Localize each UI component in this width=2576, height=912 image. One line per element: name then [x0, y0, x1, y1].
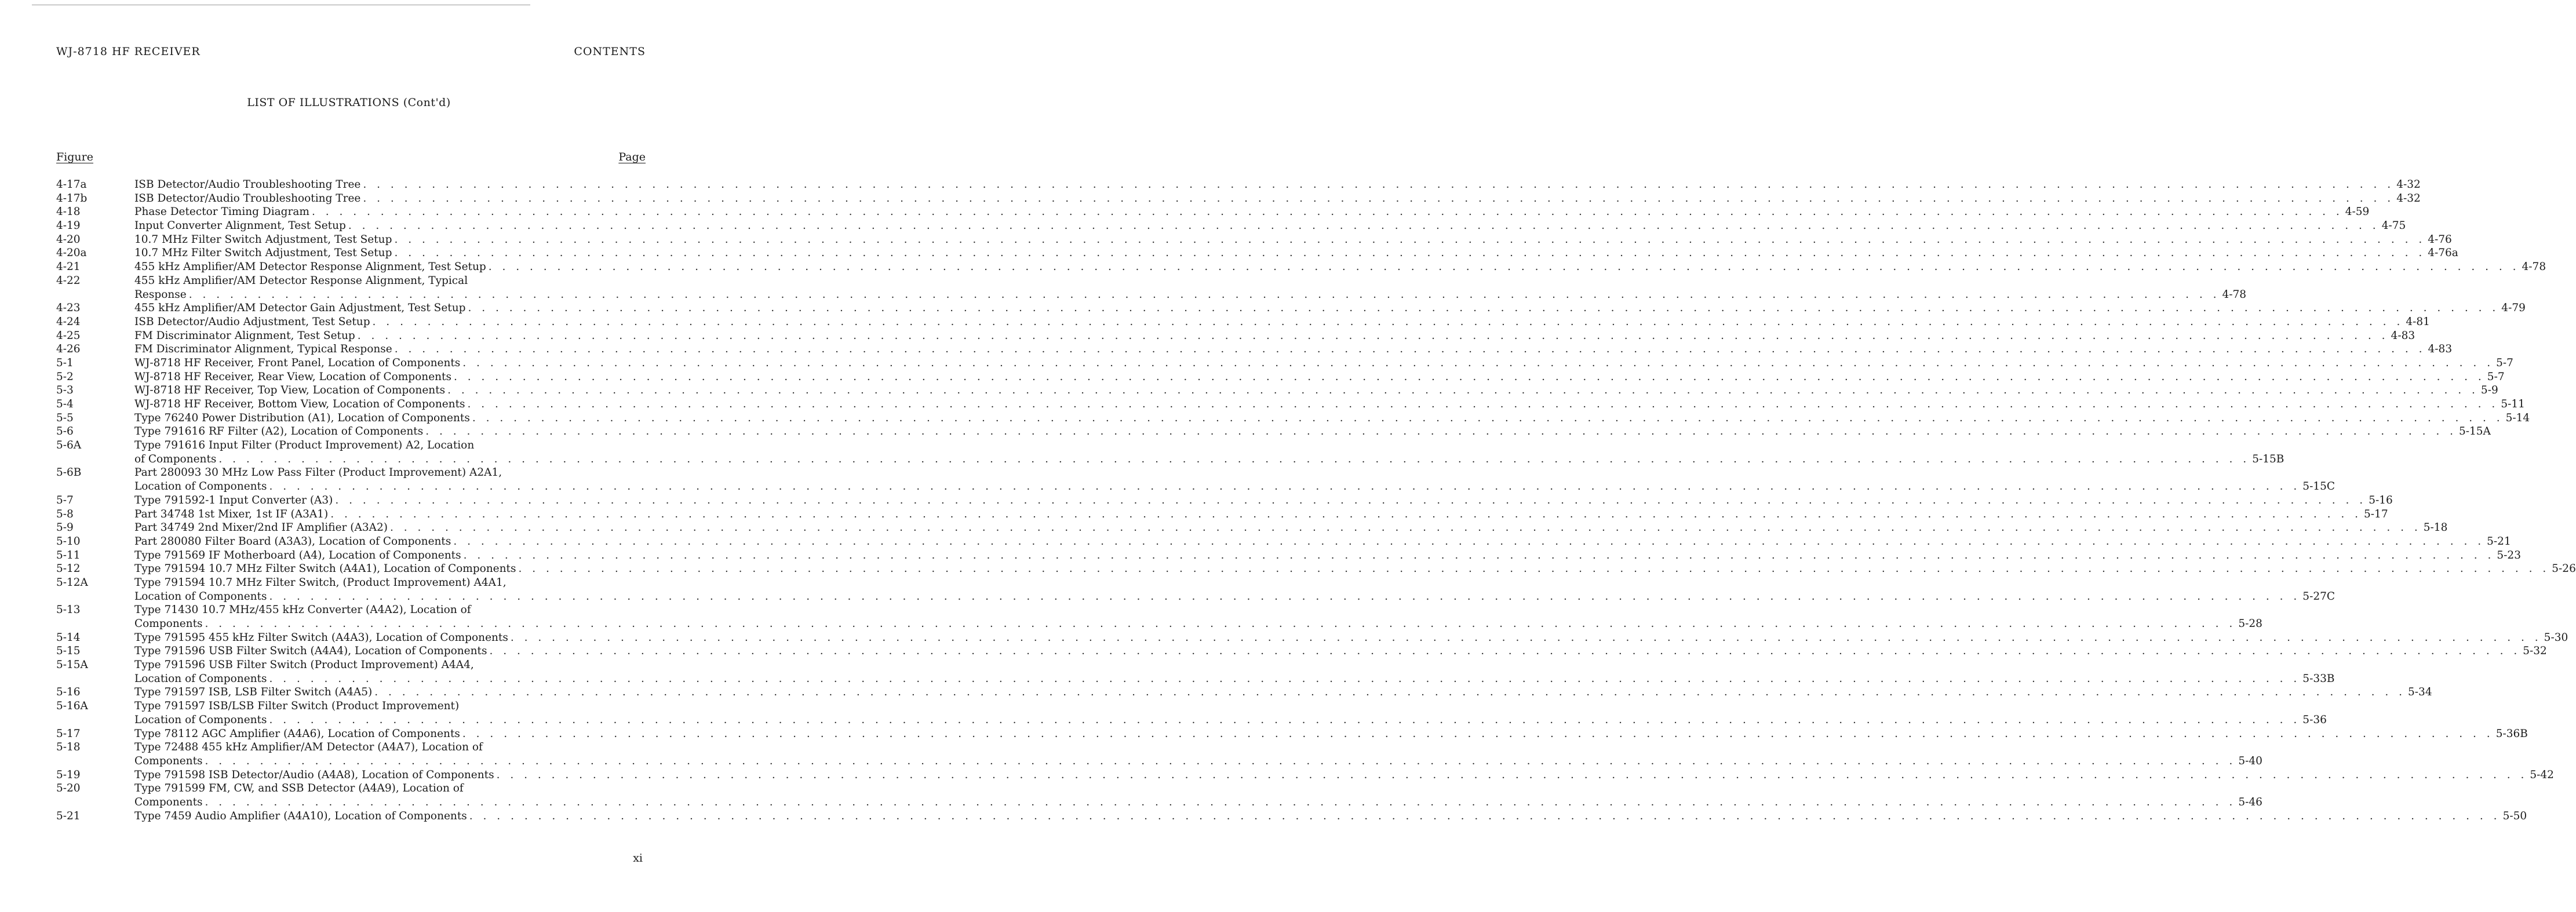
- figure-number: 4-21: [56, 261, 81, 273]
- figure-number: 5-7: [56, 494, 74, 506]
- figure-number: 5-6A: [56, 439, 82, 452]
- entry-line: [56, 740, 646, 754]
- page-ref: 5-23: [2497, 549, 2521, 561]
- dot-leader: [358, 329, 2389, 343]
- dot-leader: [425, 425, 2457, 439]
- figure-title: Components: [134, 618, 203, 630]
- list-item: [56, 301, 2526, 315]
- entry-line: [56, 631, 2568, 645]
- figure-number: 5-12: [56, 563, 81, 575]
- page-ref: 4-83: [2391, 329, 2415, 342]
- entry-line: [56, 809, 2527, 823]
- list-item: [56, 342, 2453, 356]
- list-item: [56, 508, 2388, 521]
- list-item: [56, 246, 2458, 260]
- figure-number: 5-3: [56, 384, 74, 397]
- figure-title: ISB Detector/Audio Adjustment, Test Setup: [134, 315, 370, 328]
- list-item: [56, 384, 2498, 397]
- page-ref: 5-36: [2302, 713, 2327, 726]
- dot-leader: [453, 535, 2484, 549]
- page-ref: 5-36B: [2495, 727, 2528, 740]
- page-ref: 5-18: [2423, 521, 2448, 534]
- figure-title: Response: [134, 288, 187, 301]
- list-item: [56, 205, 2370, 219]
- list-item: [56, 466, 2335, 493]
- dot-leader: [518, 562, 2549, 576]
- entry-line: [56, 685, 2432, 699]
- figure-number: 4-18: [56, 206, 81, 218]
- list-item: [56, 576, 2335, 603]
- figure-title: WJ-8718 HF Receiver, Bottom View, Location of Components: [134, 398, 465, 410]
- figure-number: 4-26: [56, 343, 81, 356]
- dot-leader: [497, 768, 2528, 782]
- dot-leader: [348, 219, 2380, 233]
- page-ref: 4-32: [2396, 178, 2421, 191]
- column-header-page: Page: [618, 151, 646, 163]
- figure-number: 5-5: [56, 411, 74, 424]
- entry-line: [56, 727, 2528, 741]
- figure-title: WJ-8718 HF Receiver, Front Panel, Location of Components: [134, 356, 461, 369]
- entry-line: [56, 549, 2521, 563]
- list-item: [56, 658, 2335, 685]
- list-item: [56, 411, 2530, 425]
- figure-title: Components: [134, 796, 203, 808]
- list-item: [56, 685, 2432, 699]
- figure-number: 4-17b: [56, 192, 88, 205]
- entry-line: [56, 329, 2415, 343]
- list-item: [56, 260, 2546, 274]
- figure-title: Type 71430 10.7 MHz/455 kHz Converter (A4A2), Location of: [134, 604, 471, 616]
- list-item: [56, 274, 2247, 301]
- page-ref: 5-7: [2496, 356, 2513, 369]
- dot-leader: [395, 342, 2426, 356]
- figure-title: Type 78112 AGC Amplifier (A4A6), Location of Components: [134, 727, 460, 740]
- figure-number: 5-11: [56, 549, 81, 561]
- figure-title: Input Converter Alignment, Test Setup: [134, 220, 346, 232]
- page-ref: 5-11: [2501, 398, 2525, 410]
- figure-number: 5-17: [56, 727, 81, 740]
- figure-number: 5-12A: [56, 576, 88, 589]
- figure-number: 5-15: [56, 645, 81, 658]
- figure-title: 455 kHz Amplifier/AM Detector Gain Adjustment, Test Setup: [134, 302, 466, 315]
- page-ref: 5-15C: [2302, 480, 2335, 493]
- page-ref: 4-81: [2406, 315, 2430, 328]
- dot-leader: [472, 411, 2504, 425]
- dot-leader: [363, 192, 2394, 206]
- figure-title: 455 kHz Amplifier/AM Detector Response Alignment, Typical: [134, 274, 468, 287]
- figure-number: 5-13: [56, 604, 81, 616]
- page-ref: 5-21: [2487, 535, 2511, 548]
- figure-title: Type 791569 IF Motherboard (A4), Location of Components: [134, 549, 461, 561]
- list-item: [56, 699, 2327, 727]
- page-ref: 5-17: [2364, 508, 2388, 520]
- illustrations-list: [56, 178, 2576, 823]
- page-ref: 5-32: [2523, 645, 2547, 658]
- dot-leader: [374, 685, 2406, 699]
- figure-title: Type 791595 455 kHz Filter Switch (A4A3), Location of Components: [134, 631, 508, 644]
- list-item: [56, 562, 2576, 576]
- dot-leader: [205, 796, 2236, 809]
- entry-line: [56, 219, 2406, 233]
- page-ref: 5-40: [2238, 754, 2262, 767]
- entry-line: [56, 246, 2458, 260]
- running-header-section: CONTENTS: [574, 45, 646, 58]
- figure-number: 5-14: [56, 631, 81, 644]
- dot-leader: [205, 754, 2236, 768]
- figure-number: 5-16: [56, 686, 81, 699]
- figure-title: WJ-8718 HF Receiver, Rear View, Location of Components: [134, 370, 451, 383]
- figure-title: Type 791596 USB Filter Switch (A4A4), Location of Components: [134, 645, 487, 658]
- dot-leader: [489, 260, 2520, 274]
- dot-leader: [373, 315, 2404, 329]
- entry-line: [56, 370, 2505, 384]
- figure-number: 4-23: [56, 302, 81, 315]
- figure-number: 5-16A: [56, 700, 88, 713]
- figure-title: 10.7 MHz Filter Switch Adjustment, Test Setup: [134, 247, 392, 260]
- entry-line: [56, 699, 646, 713]
- figure-title: Type 791594 10.7 MHz Filter Switch, (Product Improvement) A4A1,: [134, 576, 507, 589]
- dot-leader: [468, 301, 2500, 315]
- entry-line: [56, 562, 2576, 576]
- page-ref: 5-50: [2502, 809, 2527, 822]
- page-ref: 5-27C: [2302, 590, 2335, 603]
- dot-leader: [390, 521, 2421, 535]
- figure-title: Part 280093 30 MHz Low Pass Filter (Product Improvement) A2A1,: [134, 466, 502, 479]
- figure-number: 5-21: [56, 809, 81, 822]
- list-item: [56, 315, 2430, 329]
- list-item: [56, 768, 2554, 782]
- figure-title: Phase Detector Timing Diagram: [134, 206, 309, 218]
- entry-line: [56, 301, 2526, 315]
- figure-title: WJ-8718 HF Receiver, Top View, Location of Components: [134, 384, 446, 397]
- figure-number: 4-25: [56, 329, 81, 342]
- entry-line: [56, 521, 2448, 535]
- list-item: [56, 603, 2262, 630]
- figure-title: Type 791616 Input Filter (Product Improvement) A2, Location: [134, 439, 475, 452]
- figure-number: 5-19: [56, 768, 81, 781]
- dot-leader: [218, 453, 2250, 466]
- entry-line: [56, 713, 2327, 727]
- page-ref: 4-78: [2522, 261, 2546, 273]
- figure-title: Type 791598 ISB Detector/Audio (A4A8), Location of Components: [134, 768, 494, 781]
- list-item: [56, 782, 2262, 809]
- figure-title: Type 76240 Power Distribution (A1), Location of Components: [134, 411, 470, 424]
- figure-title: ISB Detector/Audio Troubleshooting Tree: [134, 192, 361, 205]
- figure-number: 5-10: [56, 535, 81, 548]
- page-title: LIST OF ILLUSTRATIONS (Cont'd): [247, 96, 451, 109]
- entry-line: [56, 425, 2491, 439]
- entry-line: [56, 274, 646, 288]
- list-item: [56, 549, 2521, 563]
- entry-line: [56, 590, 2335, 604]
- list-item: [56, 178, 2421, 192]
- figure-title: Location of Components: [134, 672, 267, 685]
- list-item: [56, 356, 2513, 370]
- dot-leader: [335, 494, 2366, 508]
- dot-leader: [205, 617, 2236, 631]
- figure-number: 4-20: [56, 233, 81, 246]
- figure-number: 5-18: [56, 741, 81, 754]
- figure-title: ISB Detector/Audio Troubleshooting Tree: [134, 178, 361, 191]
- list-item: [56, 192, 2421, 206]
- figure-number: 4-20a: [56, 247, 87, 260]
- figure-title: 455 kHz Amplifier/AM Detector Response Alignment, Test Setup: [134, 261, 486, 273]
- dot-leader: [269, 590, 2301, 604]
- page-ref: 4-78: [2222, 288, 2247, 301]
- list-item: [56, 439, 2284, 466]
- dot-leader: [447, 384, 2479, 397]
- entry-line: [56, 453, 2284, 466]
- figure-number: 4-17a: [56, 178, 87, 191]
- entry-line: [56, 192, 2421, 206]
- figure-title: of Components: [134, 453, 217, 465]
- page-ref: 5-16: [2369, 494, 2393, 506]
- dot-leader: [330, 508, 2362, 521]
- figure-title: Type 791597 ISB/LSB Filter Switch (Product Improvement): [134, 700, 460, 713]
- figure-number: 4-19: [56, 220, 81, 232]
- figure-title: Location of Components: [134, 590, 267, 603]
- figure-number: 5-2: [56, 370, 74, 383]
- dot-leader: [462, 727, 2494, 741]
- figure-number: 5-15A: [56, 659, 88, 672]
- list-item: [56, 521, 2448, 535]
- entry-line: [56, 796, 2262, 809]
- figure-number: 5-8: [56, 508, 74, 520]
- page-ref: 4-79: [2501, 302, 2526, 315]
- entry-line: [56, 178, 2421, 192]
- figure-title: Type 791594 10.7 MHz Filter Switch (A4A1), Location of Components: [134, 563, 516, 575]
- dot-leader: [312, 205, 2343, 219]
- entry-line: [56, 480, 2335, 494]
- dot-leader: [468, 397, 2499, 411]
- figure-title: Type 72488 455 kHz Amplifier/AM Detector (A4A7), Location of: [134, 741, 483, 754]
- figure-number: 5-6B: [56, 466, 82, 479]
- figure-title: Part 280080 Filter Board (A3A3), Location of Components: [134, 535, 451, 548]
- entry-line: [56, 576, 646, 590]
- figure-number: 4-24: [56, 315, 81, 328]
- entry-line: [56, 356, 2513, 370]
- page-ref: 4-59: [2345, 206, 2370, 218]
- figure-title: Part 34749 2nd Mixer/2nd IF Amplifier (A3A2): [134, 521, 388, 534]
- figure-title: Type 791616 RF Filter (A2), Location of Components: [134, 425, 424, 438]
- figure-title: Type 791597 ISB, LSB Filter Switch (A4A5): [134, 686, 373, 699]
- list-item: [56, 329, 2415, 343]
- page-ref: 5-15B: [2252, 453, 2284, 465]
- entry-line: [56, 617, 2262, 631]
- page-ref: 5-26: [2552, 563, 2576, 575]
- figure-title: Part 34748 1st Mixer, 1st IF (A3A1): [134, 508, 329, 520]
- dot-leader: [189, 288, 2220, 302]
- list-item: [56, 233, 2452, 247]
- page-ref: 5-34: [2408, 686, 2432, 699]
- dot-leader: [511, 631, 2542, 645]
- running-header-title: WJ-8718 HF RECEIVER: [56, 45, 201, 58]
- list-item: [56, 809, 2527, 823]
- page-ref: 5-30: [2544, 631, 2568, 644]
- dot-leader: [464, 549, 2495, 563]
- page-ref: 5-9: [2480, 384, 2498, 397]
- figure-number: 5-1: [56, 356, 74, 369]
- dot-leader: [394, 233, 2425, 247]
- figure-title: Type 791592-1 Input Converter (A3): [134, 494, 333, 506]
- figure-number: 5-20: [56, 782, 81, 795]
- list-item: [56, 370, 2505, 384]
- figure-number: 5-9: [56, 521, 74, 534]
- page-ref: 4-76a: [2428, 247, 2458, 260]
- dot-leader: [269, 713, 2301, 727]
- dot-leader: [454, 370, 2485, 384]
- figure-title: FM Discriminator Alignment, Test Setup: [134, 329, 355, 342]
- figure-number: 5-4: [56, 398, 74, 410]
- figure-title: Type 7459 Audio Amplifier (A4A10), Location of Components: [134, 809, 467, 822]
- entry-line: [56, 603, 646, 617]
- column-header-figure: Figure: [56, 151, 93, 163]
- list-item: [56, 631, 2568, 645]
- list-item: [56, 644, 2547, 658]
- figure-number: 5-6: [56, 425, 74, 438]
- entry-line: [56, 342, 2453, 356]
- entry-line: [56, 411, 2530, 425]
- page-ref: 5-7: [2487, 370, 2505, 383]
- entry-line: [56, 754, 2262, 768]
- page-number: xi: [633, 852, 643, 864]
- page-ref: 5-15A: [2459, 425, 2491, 438]
- dot-leader: [462, 356, 2494, 370]
- figure-title: Location of Components: [134, 480, 267, 493]
- dot-leader: [363, 178, 2394, 192]
- figure-number: 4-22: [56, 274, 81, 287]
- figure-title: Type 791599 FM, CW, and SSB Detector (A4A9), Location of: [134, 782, 464, 795]
- figure-title: Location of Components: [134, 713, 267, 726]
- entry-line: [56, 205, 2370, 219]
- figure-title: Type 791596 USB Filter Switch (Product Improvement) A4A4,: [134, 659, 474, 672]
- page-ref: 4-76: [2428, 233, 2452, 246]
- dot-leader: [469, 809, 2501, 823]
- entry-line: [56, 384, 2498, 397]
- list-item: [56, 494, 2393, 508]
- list-item: [56, 535, 2511, 549]
- list-item: [56, 727, 2528, 741]
- page-ref: 5-28: [2238, 618, 2262, 630]
- dot-leader: [489, 644, 2520, 658]
- entry-line: [56, 672, 2335, 686]
- entry-line: [56, 466, 646, 480]
- figure-title: FM Discriminator Alignment, Typical Response: [134, 343, 392, 356]
- entry-line: [56, 644, 2547, 658]
- entry-line: [56, 658, 646, 672]
- list-item: [56, 397, 2525, 411]
- page-ref: 5-33B: [2302, 672, 2335, 685]
- list-item: [56, 219, 2406, 233]
- entry-line: [56, 288, 2247, 302]
- entry-line: [56, 260, 2546, 274]
- entry-line: [56, 494, 2393, 508]
- page-ref: 5-42: [2530, 768, 2554, 781]
- dot-leader: [394, 246, 2425, 260]
- page-ref: 4-75: [2381, 220, 2406, 232]
- list-item: [56, 740, 2262, 768]
- dot-leader: [269, 480, 2301, 494]
- page-ref: 4-83: [2428, 343, 2453, 356]
- figure-title: Components: [134, 754, 203, 767]
- entry-line: [56, 535, 2511, 549]
- page-ref: 4-32: [2396, 192, 2421, 205]
- entry-line: [56, 233, 2452, 247]
- entry-line: [56, 439, 646, 453]
- entry-line: [56, 508, 2388, 521]
- entry-line: [56, 397, 2525, 411]
- page-ref: 5-14: [2505, 411, 2530, 424]
- page-ref: 5-46: [2238, 796, 2262, 808]
- entry-line: [56, 768, 2554, 782]
- list-item: [56, 425, 2491, 439]
- dot-leader: [269, 672, 2301, 686]
- figure-title: 10.7 MHz Filter Switch Adjustment, Test Setup: [134, 233, 392, 246]
- entry-line: [56, 782, 646, 796]
- entry-line: [56, 315, 2430, 329]
